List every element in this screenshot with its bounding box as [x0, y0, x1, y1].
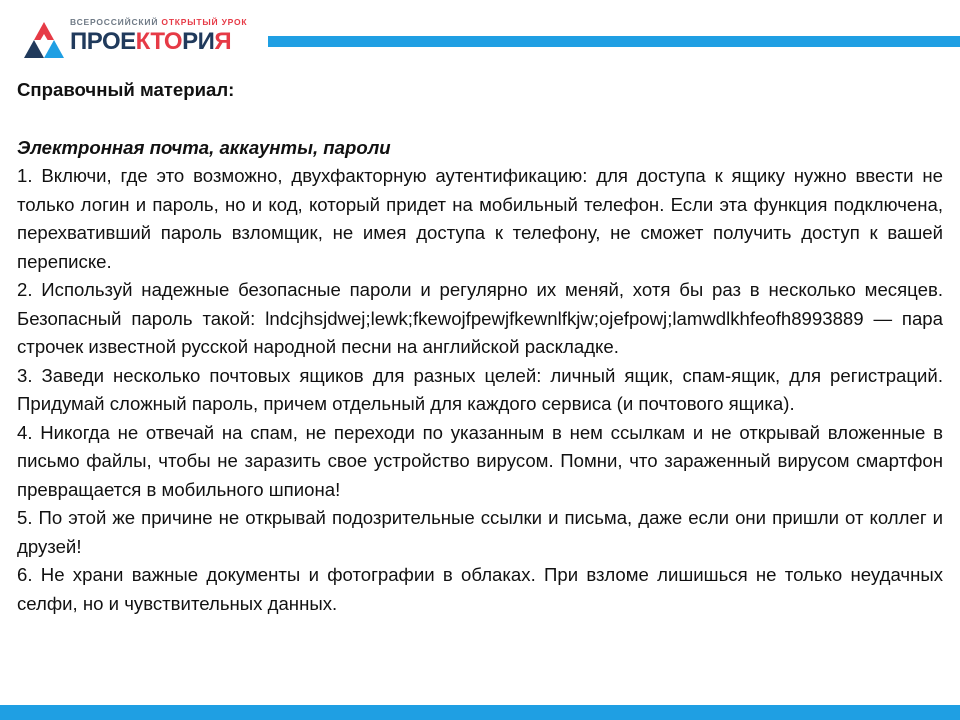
section-title: Электронная почта, аккаунты, пароли [17, 136, 391, 158]
logo-wordmark [70, 28, 231, 56]
slide-header [0, 0, 960, 70]
footer-stripe [0, 705, 960, 720]
logo-tagline-part1: ВСЕРОССИЙСКИЙ [70, 17, 162, 27]
spacer [17, 105, 943, 134]
list-item: 6. Не храни важные документы и фотографии в облаках. При взломе лишишься не только неудачных селфи, но и чувствительных данных. [17, 564, 943, 614]
reference-material [17, 76, 943, 618]
proektoria-logo [22, 14, 272, 60]
logo-word-part2: КТО [135, 28, 183, 55]
list-item: 3. Заведи несколько почтовых ящиков для разных целей: личный ящик, спам-ящик, для регистраций. Придумай сложный пароль, причем отдельный для каждого сервиса (и почтового ящика). [17, 364, 943, 414]
logo-word-part4: Я [214, 28, 232, 55]
page-title: Справочный материал: [17, 79, 235, 100]
list-item: 1. Включи, где это возможно, двухфакторную аутентификацию: для доступа к ящику нужно ввести не только логин и пароль, но и код, который придет на мобильный телефон. Если эта функция подключена, перехвативший пароль взломщик, не имея доступа к телефону, не сможет получить доступ к вашей переписке. [17, 165, 943, 272]
list-item: 5. По этой же причине не открывай подозрительные ссылки и письма, даже если они пришли от коллег и друзей! [17, 507, 943, 557]
logo-tagline [70, 17, 247, 27]
list-item: 4. Никогда не отвечай на спам, не переходи по указанным в нем ссылкам и не открывай вложенные в письмо файлы, чтобы не заразить свое устройство вирусом. Помни, что зараженный вирусом смартфон превращается в мобильного шпиона! [17, 421, 943, 500]
header-stripe [268, 36, 960, 47]
list-item: 2. Используй надежные безопасные пароли и регулярно их меняй, хотя бы раз в несколько месяцев. Безопасный пароль такой: lndcjhsjdwej;lewk;fkewojfpewjfkewnlfkjw;ojefpowj;lamwdlkhfeofh8993889 — пара строчек известной русской народной песни на английской раскладке. [17, 279, 943, 357]
logo-word-part3: РИ [182, 28, 215, 55]
logo-mark-icon [22, 20, 66, 60]
logo-word-part1: ПРОЕ [70, 28, 136, 55]
logo-tagline-part2: ОТКРЫТЫЙ УРОК [161, 17, 248, 27]
